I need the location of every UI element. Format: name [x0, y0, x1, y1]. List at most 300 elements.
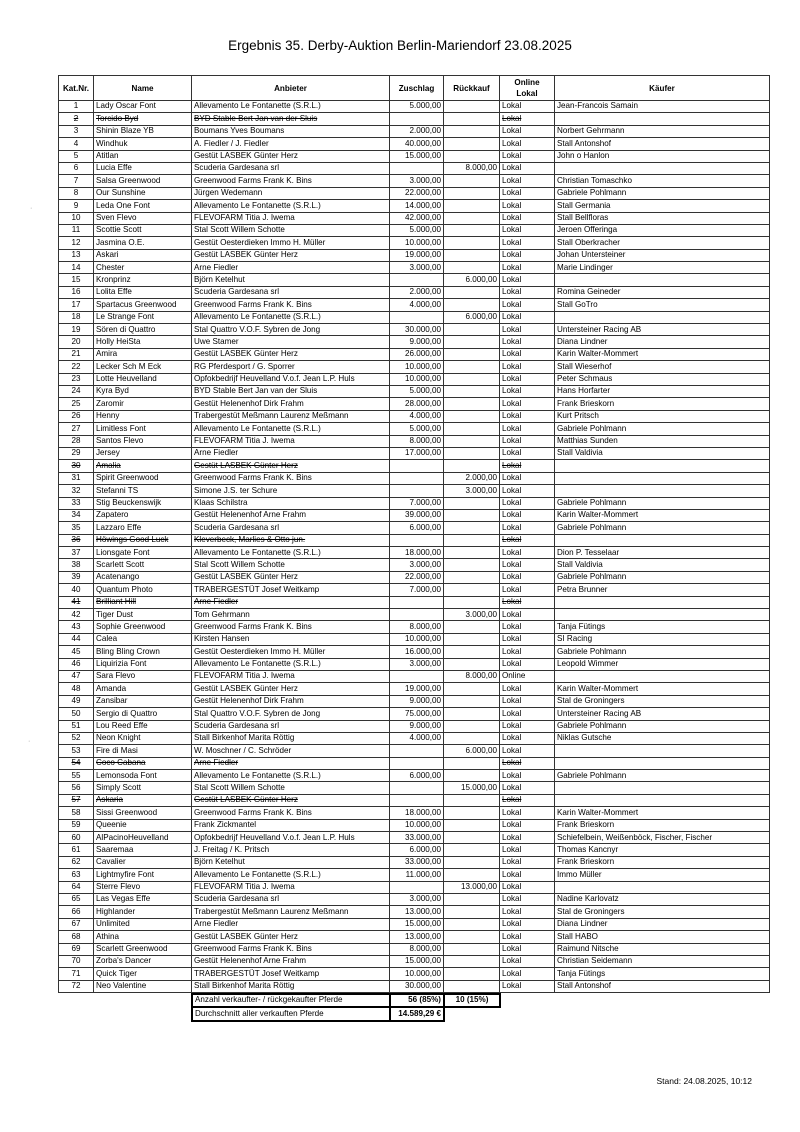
cell-online-lokal: Lokal	[500, 931, 555, 943]
cell-katnr: 30	[59, 460, 94, 472]
table-row	[59, 336, 770, 348]
cell-katnr: 47	[59, 670, 94, 682]
cell-rueckkauf	[444, 324, 500, 336]
cell-kaeufer: Frank Brieskorn	[555, 398, 770, 410]
cell-name: Sophie Greenwood	[94, 621, 192, 633]
cell-kaeufer: Hans Horfarter	[555, 385, 770, 397]
cell-name: Kyra Byd	[94, 385, 192, 397]
cell-anbieter: Gestüt Oesterdieken Immo H. Müller	[192, 646, 390, 658]
table-row	[59, 770, 770, 782]
table-row	[59, 175, 770, 187]
table-row	[59, 844, 770, 856]
table-row	[59, 398, 770, 410]
table-row	[59, 559, 770, 571]
cell-rueckkauf	[444, 336, 500, 348]
cell-zuschlag: 9.000,00	[390, 695, 444, 707]
cell-rueckkauf	[444, 299, 500, 311]
cell-rueckkauf	[444, 955, 500, 967]
cell-kaeufer	[555, 311, 770, 323]
cell-zuschlag: 16.000,00	[390, 646, 444, 658]
cell-zuschlag: 15.000,00	[390, 150, 444, 162]
cell-kaeufer: Raimund Nitsche	[555, 943, 770, 955]
header-anbieter: Anbieter	[192, 76, 390, 101]
cell-zuschlag: 4.000,00	[390, 299, 444, 311]
cell-kaeufer	[555, 485, 770, 497]
cell-online-lokal: Lokal	[500, 609, 555, 621]
cell-name: Scarlett Greenwood	[94, 943, 192, 955]
cell-anbieter: Boumans Yves Boumans	[192, 125, 390, 137]
cell-rueckkauf	[444, 770, 500, 782]
cell-online-lokal: Lokal	[500, 125, 555, 137]
table-row	[59, 509, 770, 521]
cell-anbieter: Gestüt LASBEK Günter Herz	[192, 683, 390, 695]
cell-zuschlag	[390, 274, 444, 286]
cell-name: Askari	[94, 249, 192, 261]
cell-online-lokal: Lokal	[500, 237, 555, 249]
cell-zuschlag: 8.000,00	[390, 435, 444, 447]
cell-online-lokal: Lokal	[500, 770, 555, 782]
cell-name: Shinin Blaze YB	[94, 125, 192, 137]
cell-kaeufer: Jean-Francois Samain	[555, 101, 770, 113]
cell-name: AlPacinoHeuvelland	[94, 832, 192, 844]
cell-rueckkauf	[444, 187, 500, 199]
table-row	[59, 732, 770, 744]
table-row	[59, 212, 770, 224]
cell-name: Bling Bling Crown	[94, 646, 192, 658]
cell-kaeufer: Nadine Karlovatz	[555, 894, 770, 906]
cell-zuschlag	[390, 162, 444, 174]
table-row	[59, 547, 770, 559]
table-row	[59, 311, 770, 323]
table-row	[59, 807, 770, 819]
cell-kaeufer: Stall Bellfloras	[555, 212, 770, 224]
cell-rueckkauf	[444, 757, 500, 769]
cell-katnr: 10	[59, 212, 94, 224]
page-title: Ergebnis 35. Derby-Auktion Berlin-Mariendorf 23.08.2025	[228, 38, 572, 53]
cell-name: Chester	[94, 262, 192, 274]
cell-name: Höwings Good Luck	[94, 534, 192, 546]
table-row	[59, 782, 770, 794]
cell-rueckkauf	[444, 423, 500, 435]
cell-online-lokal: Lokal	[500, 410, 555, 422]
cell-katnr: 45	[59, 646, 94, 658]
cell-online-lokal: Lokal	[500, 621, 555, 633]
cell-name: Sissi Greenwood	[94, 807, 192, 819]
table-row	[59, 646, 770, 658]
table-row	[59, 832, 770, 844]
table-row	[59, 683, 770, 695]
cell-anbieter: Scuderia Gardesana srl	[192, 720, 390, 732]
table-row	[59, 138, 770, 150]
cell-anbieter: FLEVOFARM Titia J. Iwema	[192, 435, 390, 447]
summary-sold: 56 (85%)	[390, 994, 444, 1007]
cell-anbieter: Greenwood Farms Frank K. Bins	[192, 472, 390, 484]
header-zuschlag: Zuschlag	[390, 76, 444, 101]
cell-zuschlag	[390, 460, 444, 472]
cell-name: Lazzaro Effe	[94, 522, 192, 534]
cell-online-lokal: Lokal	[500, 113, 555, 125]
cell-katnr: 20	[59, 336, 94, 348]
cell-online-lokal: Lokal	[500, 385, 555, 397]
cell-zuschlag: 33.000,00	[390, 832, 444, 844]
cell-katnr: 58	[59, 807, 94, 819]
cell-kaeufer: Gabriele Pohlmann	[555, 423, 770, 435]
table-row	[59, 745, 770, 757]
cell-name: Lemonsoda Font	[94, 770, 192, 782]
cell-anbieter: FLEVOFARM Titia J. Iwema	[192, 881, 390, 893]
cell-name: Limitless Font	[94, 423, 192, 435]
cell-katnr: 17	[59, 299, 94, 311]
cell-zuschlag: 10.000,00	[390, 633, 444, 645]
cell-katnr: 49	[59, 695, 94, 707]
cell-zuschlag: 6.000,00	[390, 844, 444, 856]
cell-zuschlag	[390, 113, 444, 125]
cell-name: Le Strange Font	[94, 311, 192, 323]
cell-rueckkauf	[444, 571, 500, 583]
cell-kaeufer	[555, 782, 770, 794]
cell-katnr: 35	[59, 522, 94, 534]
cell-rueckkauf	[444, 534, 500, 546]
cell-rueckkauf	[444, 596, 500, 608]
cell-anbieter: FLEVOFARM Titia J. Iwema	[192, 670, 390, 682]
table-row	[59, 708, 770, 720]
table-row	[59, 596, 770, 608]
cell-zuschlag	[390, 745, 444, 757]
cell-anbieter: TRABERGESTÜT Josef Weitkamp	[192, 584, 390, 596]
cell-anbieter: Gestüt LASBEK Günter Herz	[192, 249, 390, 261]
cell-kaeufer: Marie Lindinger	[555, 262, 770, 274]
cell-zuschlag: 26.000,00	[390, 348, 444, 360]
cell-online-lokal: Lokal	[500, 819, 555, 831]
cell-rueckkauf	[444, 101, 500, 113]
cell-name: Sterre Flevo	[94, 881, 192, 893]
cell-zuschlag: 5.000,00	[390, 224, 444, 236]
cell-katnr: 53	[59, 745, 94, 757]
cell-online-lokal: Lokal	[500, 435, 555, 447]
cell-kaeufer: Romina Geineder	[555, 286, 770, 298]
cell-zuschlag: 39.000,00	[390, 509, 444, 521]
cell-online-lokal: Lokal	[500, 398, 555, 410]
cell-zuschlag: 18.000,00	[390, 807, 444, 819]
table-row	[59, 299, 770, 311]
cell-kaeufer: Christian Tomaschko	[555, 175, 770, 187]
cell-rueckkauf	[444, 348, 500, 360]
cell-kaeufer: Untersteiner Racing AB	[555, 708, 770, 720]
cell-zuschlag: 5.000,00	[390, 101, 444, 113]
cell-katnr: 8	[59, 187, 94, 199]
cell-kaeufer: Stall GoTro	[555, 299, 770, 311]
cell-zuschlag: 3.000,00	[390, 175, 444, 187]
cell-katnr: 55	[59, 770, 94, 782]
cell-zuschlag: 10.000,00	[390, 819, 444, 831]
cell-kaeufer: John o Hanlon	[555, 150, 770, 162]
cell-online-lokal: Lokal	[500, 212, 555, 224]
cell-name: Holly HeiSta	[94, 336, 192, 348]
cell-online-lokal: Lokal	[500, 881, 555, 893]
cell-name: Tiger Dust	[94, 609, 192, 621]
cell-name: Santos Flevo	[94, 435, 192, 447]
cell-katnr: 37	[59, 547, 94, 559]
cell-rueckkauf	[444, 237, 500, 249]
cell-online-lokal: Online	[500, 670, 555, 682]
cell-zuschlag: 22.000,00	[390, 571, 444, 583]
cell-name: Scottie Scott	[94, 224, 192, 236]
cell-zuschlag	[390, 472, 444, 484]
cell-kaeufer: Kurt Pritsch	[555, 410, 770, 422]
cell-anbieter: Kirsten Hansen	[192, 633, 390, 645]
cell-katnr: 24	[59, 385, 94, 397]
cell-kaeufer: Stall Valdivia	[555, 559, 770, 571]
cell-rueckkauf	[444, 175, 500, 187]
table-row	[59, 522, 770, 534]
cell-name: Jersey	[94, 447, 192, 459]
cell-anbieter: Scuderia Gardesana srl	[192, 286, 390, 298]
cell-anbieter: Stal Quattro V.O.F. Sybren de Jong	[192, 324, 390, 336]
cell-zuschlag	[390, 485, 444, 497]
cell-katnr: 12	[59, 237, 94, 249]
cell-zuschlag: 40.000,00	[390, 138, 444, 150]
cell-anbieter: Allevamento Le Fontanette (S.R.L.)	[192, 658, 390, 670]
cell-zuschlag: 17.000,00	[390, 447, 444, 459]
cell-rueckkauf	[444, 113, 500, 125]
cell-anbieter: Gestüt LASBEK Günter Herz	[192, 931, 390, 943]
cell-kaeufer	[555, 670, 770, 682]
cell-online-lokal: Lokal	[500, 534, 555, 546]
cell-anbieter: Stal Scott Willem Schotte	[192, 559, 390, 571]
cell-zuschlag: 15.000,00	[390, 918, 444, 930]
cell-anbieter: Gestüt Helenenhof Dirk Frahm	[192, 398, 390, 410]
cell-anbieter: Greenwood Farms Frank K. Bins	[192, 807, 390, 819]
table-row	[59, 286, 770, 298]
cell-kaeufer: Frank Brieskorn	[555, 819, 770, 831]
cell-online-lokal: Lokal	[500, 336, 555, 348]
cell-katnr: 41	[59, 596, 94, 608]
cell-kaeufer: Karin Walter-Mommert	[555, 807, 770, 819]
cell-zuschlag	[390, 757, 444, 769]
cell-anbieter: Klaas Schilstra	[192, 497, 390, 509]
cell-kaeufer: Schiefelbein, Weißenböck, Fischer, Fischer	[555, 832, 770, 844]
table-row	[59, 955, 770, 967]
cell-zuschlag	[390, 794, 444, 806]
cell-zuschlag: 5.000,00	[390, 423, 444, 435]
cell-online-lokal: Lokal	[500, 844, 555, 856]
cell-online-lokal: Lokal	[500, 894, 555, 906]
cell-katnr: 15	[59, 274, 94, 286]
cell-online-lokal: Lokal	[500, 138, 555, 150]
cell-name: Sören di Quattro	[94, 324, 192, 336]
cell-kaeufer	[555, 609, 770, 621]
cell-anbieter: Scuderia Gardesana srl	[192, 162, 390, 174]
cell-online-lokal: Lokal	[500, 968, 555, 980]
header-kaeufer: Käufer	[555, 76, 770, 101]
scan-mark: ·	[28, 738, 31, 745]
cell-anbieter: Arne Fiedler	[192, 596, 390, 608]
cell-katnr: 46	[59, 658, 94, 670]
cell-katnr: 70	[59, 955, 94, 967]
cell-katnr: 56	[59, 782, 94, 794]
cell-zuschlag: 2.000,00	[390, 125, 444, 137]
table-row	[59, 472, 770, 484]
cell-rueckkauf	[444, 547, 500, 559]
cell-zuschlag: 7.000,00	[390, 584, 444, 596]
cell-name: Henny	[94, 410, 192, 422]
cell-rueckkauf	[444, 658, 500, 670]
table-row	[59, 373, 770, 385]
cell-kaeufer: Stall Antonshof	[555, 138, 770, 150]
cell-zuschlag	[390, 596, 444, 608]
cell-anbieter: FLEVOFARM Titia J. Iwema	[192, 212, 390, 224]
cell-online-lokal: Lokal	[500, 782, 555, 794]
cell-katnr: 60	[59, 832, 94, 844]
cell-katnr: 65	[59, 894, 94, 906]
cell-online-lokal: Lokal	[500, 708, 555, 720]
cell-katnr: 2	[59, 113, 94, 125]
cell-katnr: 61	[59, 844, 94, 856]
cell-online-lokal: Lokal	[500, 695, 555, 707]
cell-kaeufer	[555, 534, 770, 546]
cell-anbieter: Greenwood Farms Frank K. Bins	[192, 299, 390, 311]
cell-online-lokal: Lokal	[500, 423, 555, 435]
cell-anbieter: Stall Birkenhof Marita Röttig	[192, 980, 390, 992]
cell-anbieter: Trabergestüt Meßmann Laurenz Meßmann	[192, 906, 390, 918]
cell-anbieter: Arne Fiedler	[192, 262, 390, 274]
cell-katnr: 69	[59, 943, 94, 955]
cell-rueckkauf	[444, 894, 500, 906]
cell-anbieter: Greenwood Farms Frank K. Bins	[192, 943, 390, 955]
cell-name: Spartacus Greenwood	[94, 299, 192, 311]
cell-online-lokal: Lokal	[500, 262, 555, 274]
cell-anbieter: J. Freitag / K. Pritsch	[192, 844, 390, 856]
cell-katnr: 9	[59, 200, 94, 212]
cell-online-lokal: Lokal	[500, 324, 555, 336]
table-row	[59, 633, 770, 645]
summary-table	[191, 993, 501, 1022]
table-row	[59, 385, 770, 397]
table-row	[59, 113, 770, 125]
cell-katnr: 22	[59, 361, 94, 373]
cell-online-lokal: Lokal	[500, 794, 555, 806]
cell-zuschlag: 4.000,00	[390, 410, 444, 422]
cell-rueckkauf	[444, 931, 500, 943]
cell-kaeufer: Gabriele Pohlmann	[555, 497, 770, 509]
cell-katnr: 72	[59, 980, 94, 992]
cell-rueckkauf	[444, 794, 500, 806]
cell-kaeufer: Petra Brunner	[555, 584, 770, 596]
cell-online-lokal: Lokal	[500, 361, 555, 373]
table-row	[59, 670, 770, 682]
table-row	[59, 324, 770, 336]
cell-rueckkauf: 6.000,00	[444, 311, 500, 323]
table-row	[59, 943, 770, 955]
cell-kaeufer: Peter Schmaus	[555, 373, 770, 385]
cell-online-lokal: Lokal	[500, 943, 555, 955]
cell-name: Zansibar	[94, 695, 192, 707]
table-row	[59, 881, 770, 893]
cell-online-lokal: Lokal	[500, 547, 555, 559]
cell-zuschlag: 6.000,00	[390, 770, 444, 782]
cell-online-lokal: Lokal	[500, 559, 555, 571]
cell-kaeufer: Stal de Groningers	[555, 906, 770, 918]
cell-katnr: 50	[59, 708, 94, 720]
cell-kaeufer: Frank Brieskorn	[555, 856, 770, 868]
cell-online-lokal: Lokal	[500, 472, 555, 484]
cell-kaeufer: Stall HABO	[555, 931, 770, 943]
cell-online-lokal: Lokal	[500, 274, 555, 286]
cell-zuschlag: 42.000,00	[390, 212, 444, 224]
cell-kaeufer: Karin Walter-Mommert	[555, 348, 770, 360]
cell-rueckkauf	[444, 918, 500, 930]
cell-online-lokal: Lokal	[500, 175, 555, 187]
table-row	[59, 931, 770, 943]
cell-anbieter: Gestüt LASBEK Günter Herz	[192, 460, 390, 472]
cell-rueckkauf	[444, 150, 500, 162]
cell-rueckkauf: 2.000,00	[444, 472, 500, 484]
cell-online-lokal: Lokal	[500, 955, 555, 967]
cell-name: Leda One Font	[94, 200, 192, 212]
cell-kaeufer: Karin Walter-Mommert	[555, 509, 770, 521]
cell-anbieter: Jürgen Wedemann	[192, 187, 390, 199]
cell-katnr: 31	[59, 472, 94, 484]
cell-rueckkauf	[444, 646, 500, 658]
cell-anbieter: Gestüt LASBEK Günter Herz	[192, 150, 390, 162]
cell-anbieter: Allevamento Le Fontanette (S.R.L.)	[192, 770, 390, 782]
cell-zuschlag: 14.000,00	[390, 200, 444, 212]
table-row	[59, 906, 770, 918]
cell-online-lokal: Lokal	[500, 286, 555, 298]
cell-zuschlag: 2.000,00	[390, 286, 444, 298]
cell-rueckkauf	[444, 286, 500, 298]
cell-name: Lecker Sch M Eck	[94, 361, 192, 373]
cell-kaeufer: SI Racing	[555, 633, 770, 645]
cell-name: Sergio di Quattro	[94, 708, 192, 720]
cell-kaeufer: Gabriele Pohlmann	[555, 770, 770, 782]
cell-katnr: 36	[59, 534, 94, 546]
cell-zuschlag: 30.000,00	[390, 980, 444, 992]
cell-kaeufer: Johan Untersteiner	[555, 249, 770, 261]
cell-online-lokal: Lokal	[500, 856, 555, 868]
header-lokal: Lokal	[516, 89, 538, 98]
cell-anbieter: Allevamento Le Fontanette (S.R.L.)	[192, 200, 390, 212]
results-table	[58, 75, 770, 993]
cell-kaeufer: Tanja Fütings	[555, 968, 770, 980]
cell-anbieter: Tom Gehrmann	[192, 609, 390, 621]
cell-name: Cavalier	[94, 856, 192, 868]
cell-katnr: 21	[59, 348, 94, 360]
cell-online-lokal: Lokal	[500, 311, 555, 323]
header-name: Name	[94, 76, 192, 101]
table-row	[59, 200, 770, 212]
cell-online-lokal: Lokal	[500, 497, 555, 509]
cell-zuschlag: 13.000,00	[390, 906, 444, 918]
cell-anbieter: Gestüt Helenenhof Arne Frahm	[192, 509, 390, 521]
summary-avg-row	[192, 1007, 500, 1020]
cell-zuschlag: 15.000,00	[390, 955, 444, 967]
cell-rueckkauf	[444, 732, 500, 744]
table-row	[59, 794, 770, 806]
cell-zuschlag: 18.000,00	[390, 547, 444, 559]
cell-kaeufer	[555, 757, 770, 769]
cell-katnr: 32	[59, 485, 94, 497]
table-row	[59, 534, 770, 546]
cell-anbieter: Opfokbedrijf Heuvelland V.o.f. Jean L.P. Huls	[192, 373, 390, 385]
cell-kaeufer	[555, 745, 770, 757]
cell-rueckkauf	[444, 844, 500, 856]
cell-zuschlag: 10.000,00	[390, 361, 444, 373]
cell-anbieter: Allevamento Le Fontanette (S.R.L.)	[192, 869, 390, 881]
cell-rueckkauf	[444, 683, 500, 695]
cell-online-lokal: Lokal	[500, 807, 555, 819]
cell-anbieter: Allevamento Le Fontanette (S.R.L.)	[192, 423, 390, 435]
